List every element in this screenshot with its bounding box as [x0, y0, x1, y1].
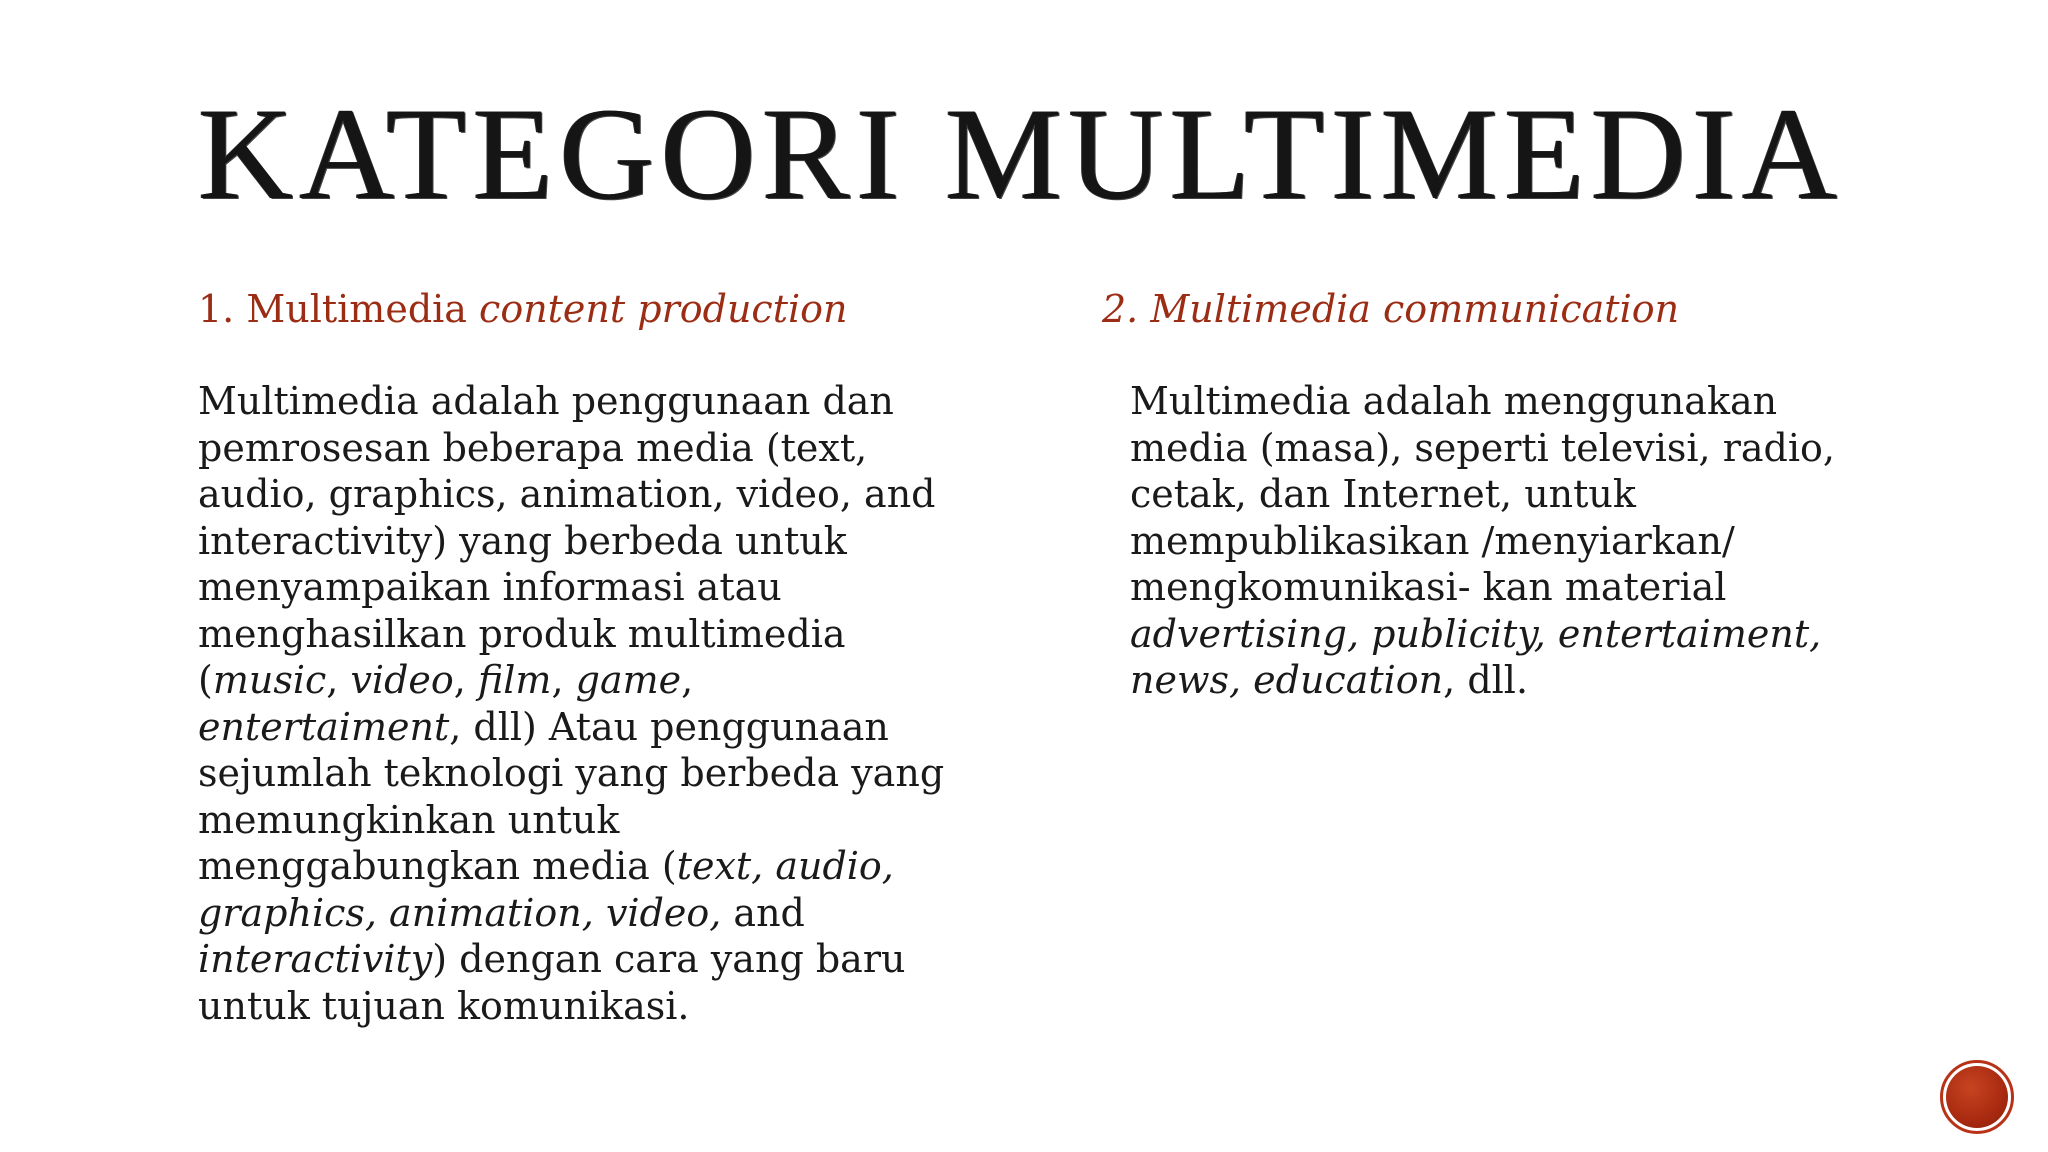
left-text-line [198, 564, 998, 611]
left-text-segment: untuk tujuan komunikasi. [198, 983, 690, 1028]
left-text-line [198, 843, 998, 890]
left-text-line [198, 611, 998, 658]
left-text-segment: , [551, 658, 576, 702]
left-text-line [198, 797, 998, 844]
left-text-line [198, 983, 998, 1030]
content-production-paragraph [198, 378, 998, 1029]
heading-communication: 2. Multimedia communication [1102, 287, 1680, 331]
right-text-line [1130, 518, 1930, 565]
slide-nav-circle-fill [1946, 1066, 2008, 1128]
left-text-segment: interactivity [198, 937, 433, 981]
left-text-segment: menghasilkan produk multimedia [198, 611, 846, 656]
left-text-segment: interactivity) yang berbeda untuk [198, 518, 847, 563]
left-text-line [198, 750, 998, 797]
left-text-segment: sejumlah teknologi yang berbeda yang [198, 751, 945, 795]
left-text-segment: audio, graphics, animation, video, and [198, 472, 936, 516]
right-text-line [1130, 425, 1930, 472]
left-text-line [198, 425, 998, 472]
right-text-line [1130, 611, 1930, 658]
left-text-segment: menyampaikan informasi atau [198, 565, 782, 609]
heading-content-production-italic: content production [479, 287, 848, 331]
left-text-segment: text, audio, [676, 844, 894, 888]
heading-content-production [198, 284, 847, 334]
communication-paragraph [1130, 378, 1930, 704]
right-text-line [1130, 564, 1930, 611]
right-text-segment: Multimedia adalah menggunakan [1130, 379, 1778, 423]
left-text-segment: , dll) Atau penggunaan [449, 704, 889, 749]
right-text-line [1130, 471, 1930, 518]
left-text-line [198, 518, 998, 565]
right-text-segment: mengkomunikasi- kan material [1130, 565, 1727, 609]
slide-nav-circle-icon[interactable] [1940, 1060, 2014, 1134]
left-text-segment: , [326, 658, 351, 702]
right-text-segment: news, education [1130, 658, 1444, 702]
left-text-segment: ( [198, 658, 213, 702]
left-text-segment: Multimedia adalah penggunaan dan [198, 379, 894, 423]
left-text-segment: , [453, 658, 478, 702]
left-text-segment: and [721, 890, 805, 935]
left-text-line [198, 936, 998, 983]
left-text-segment: film [477, 658, 552, 702]
left-text-line [198, 471, 998, 518]
left-text-segment: video [350, 658, 454, 702]
left-text-line [198, 890, 998, 937]
left-text-line [198, 378, 998, 425]
left-text-segment: menggabungkan media ( [198, 844, 677, 888]
left-text-segment: pemrosesan beberapa media (text, [198, 425, 868, 470]
right-text-segment: , dll. [1443, 658, 1529, 702]
left-text-segment: game [575, 658, 682, 702]
left-text-segment: entertaiment [198, 704, 450, 749]
slide-title: KATEGORI MULTIMEDIA [198, 80, 1844, 227]
left-text-segment: music [212, 658, 327, 702]
left-text-segment: memungkinkan untuk [198, 797, 620, 842]
right-text-segment: media (masa), seperti televisi, radio, [1130, 425, 1835, 470]
right-text-line [1130, 378, 1930, 425]
left-text-segment: graphics, animation, video, [198, 890, 722, 935]
left-text-line [198, 704, 998, 751]
right-text-segment: advertising, publicity, entertaiment, [1130, 611, 1822, 656]
left-text-line [198, 657, 998, 704]
right-text-line [1130, 657, 1930, 704]
left-text-segment: , [681, 658, 694, 702]
right-text-segment: mempublikasikan /menyiarkan/ [1130, 518, 1735, 563]
left-text-segment: ) dengan cara yang baru [432, 937, 906, 981]
heading-content-production-prefix: 1. Multimedia [198, 287, 480, 331]
right-text-segment: cetak, dan Internet, untuk [1130, 472, 1636, 516]
